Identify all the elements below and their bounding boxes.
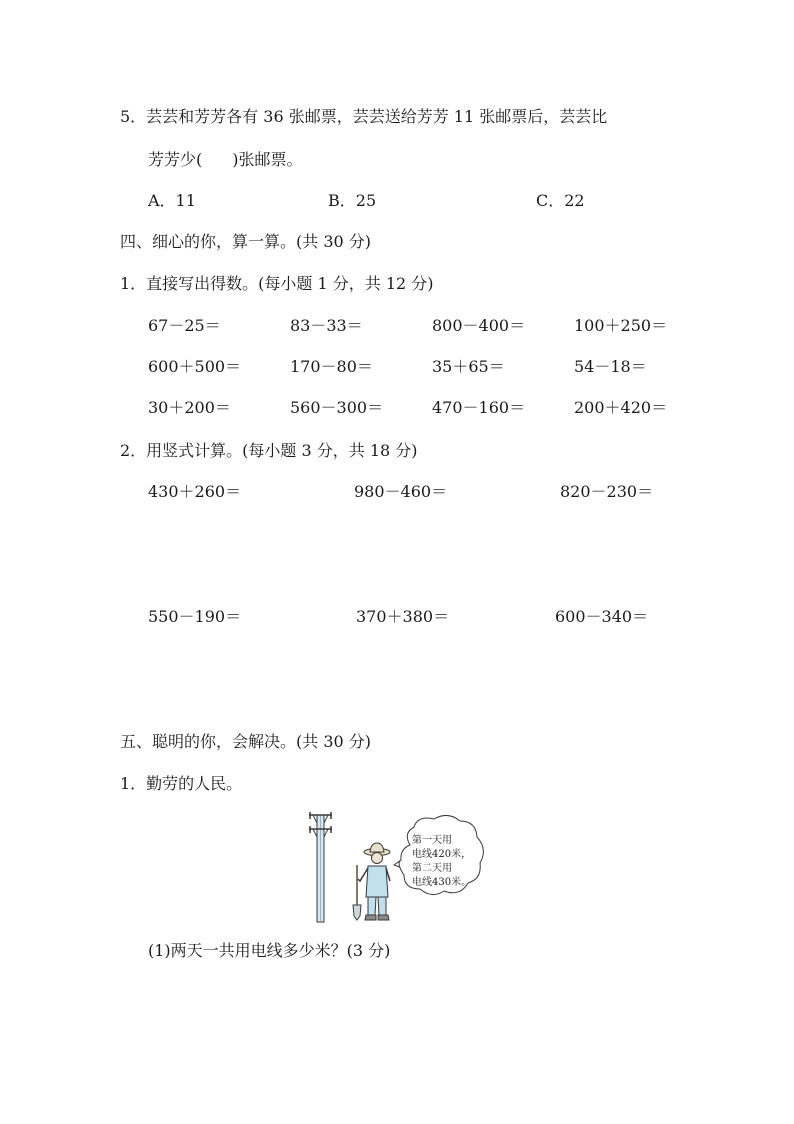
q5-option-a: A．11 (148, 191, 196, 210)
bubble-line: 电线420米， (412, 849, 472, 860)
mental-calc-item: 560－300＝ (290, 398, 384, 417)
q5-line2 (148, 150, 303, 170)
mental-calc-item: 30＋200＝ (148, 398, 231, 417)
column-calc-item: 600－340＝ (555, 607, 649, 626)
q5-line2-before: 芳芳少( (148, 150, 203, 169)
mental-calc-item: 54－18＝ (574, 357, 647, 376)
mental-calc-item: 100＋250＝ (574, 316, 668, 335)
mental-calc-item: 67－25＝ (148, 316, 221, 335)
section4-heading: 四、细心的你，算一算。(共 30 分) (120, 232, 372, 251)
speech-bubble (394, 815, 483, 894)
bubble-line: 第一天用 (412, 835, 452, 846)
section5-q1-title: 1．勤劳的人民。 (120, 774, 243, 793)
column-calc-item: 370＋380＝ (356, 607, 450, 626)
section4-q2-title: 2．用竖式计算。(每小题 3 分，共 18 分) (120, 441, 418, 460)
mental-calc-item: 470－160＝ (432, 398, 526, 417)
section4-q1-title: 1．直接写出得数。(每小题 1 分，共 12 分) (120, 274, 434, 293)
q5-line2-after: )张邮票。 (232, 150, 303, 169)
column-calc-item: 820－230＝ (560, 482, 654, 501)
mental-calc-item: 83－33＝ (290, 316, 363, 335)
q5-option-b: B．25 (328, 191, 377, 210)
bubble-line: 电线430米。 (412, 877, 472, 888)
q5-line1: 5．芸芸和芳芳各有 36 张邮票，芸芸送给芳芳 11 张邮票后，芸芸比 (120, 107, 608, 126)
column-calc-item: 430＋260＝ (148, 482, 242, 501)
mental-calc-item: 35＋65＝ (432, 357, 505, 376)
mental-calc-item: 200＋420＝ (574, 398, 668, 417)
worker-icon (353, 843, 390, 920)
mental-calc-item: 600＋500＝ (148, 357, 242, 376)
mental-calc-item: 170－80＝ (290, 357, 373, 376)
utility-pole-icon (309, 812, 332, 922)
mental-calc-item: 800－400＝ (432, 316, 526, 335)
section5-heading: 五、聪明的你，会解决。(共 30 分) (120, 732, 372, 751)
worker-illustration (300, 805, 500, 927)
column-calc-item: 980－460＝ (354, 482, 448, 501)
section5-q1-sub1: (1)两天一共用电线多少米？(3 分) (148, 941, 391, 960)
bubble-line: 第二天用 (412, 863, 452, 874)
q5-option-c: C．22 (536, 191, 585, 210)
column-calc-item: 550－190＝ (148, 607, 242, 626)
